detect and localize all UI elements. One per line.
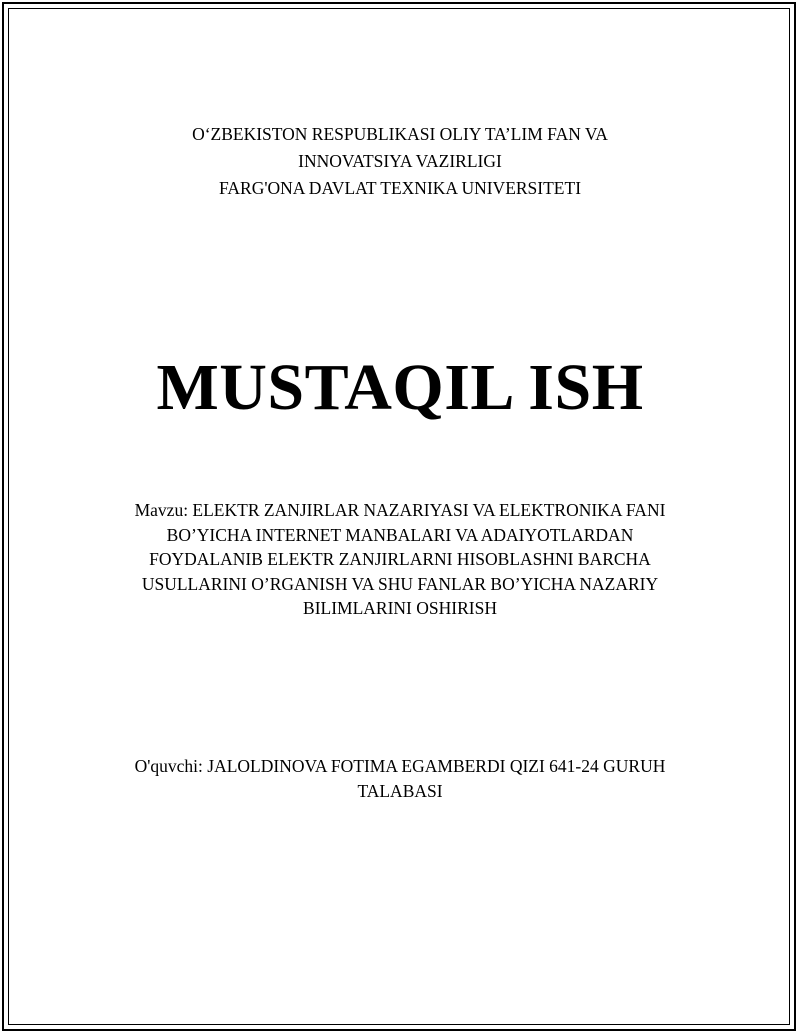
topic-line: FOYDALANIB ELEKTR ZANJIRLARNI HISOBLASHNI BARCHA — [149, 549, 651, 569]
header-line-university: FARG'ONA DAVLAT TEXNIKA UNIVERSITETI — [218, 178, 582, 198]
topic-line: USULLARINI O’RGANISH VA SHU FANLAR BO’YICHA NAZARIY — [141, 573, 659, 594]
topic-block — [0, 498, 800, 621]
student-line: TALABASI — [357, 780, 443, 801]
topic-line: BILIMLARINI OSHIRISH — [303, 598, 497, 618]
header-line-ministry: O‘ZBEKISTON RESPUBLIKASI OLIY TA’LIM FAN VA — [192, 124, 608, 144]
institution-header — [0, 121, 800, 202]
student-info — [0, 754, 800, 803]
topic-line: BO’YICHA INTERNET MANBALARI VA ADAIYOTLARDAN — [166, 524, 634, 545]
document-title: MUSTAQIL ISH — [156, 351, 644, 424]
topic-line: Mavzu: ELEKTR ZANJIRLAR NAZARIYASI VA ELEKTRONIKA FANI — [134, 500, 666, 520]
header-line-ministry-cont: INNOVATSIYA VAZIRLIGI — [298, 151, 502, 171]
student-line: O'quvchi: JALOLDINOVA FOTIMA EGAMBERDI QIZI 641-24 GURUH — [134, 756, 666, 776]
